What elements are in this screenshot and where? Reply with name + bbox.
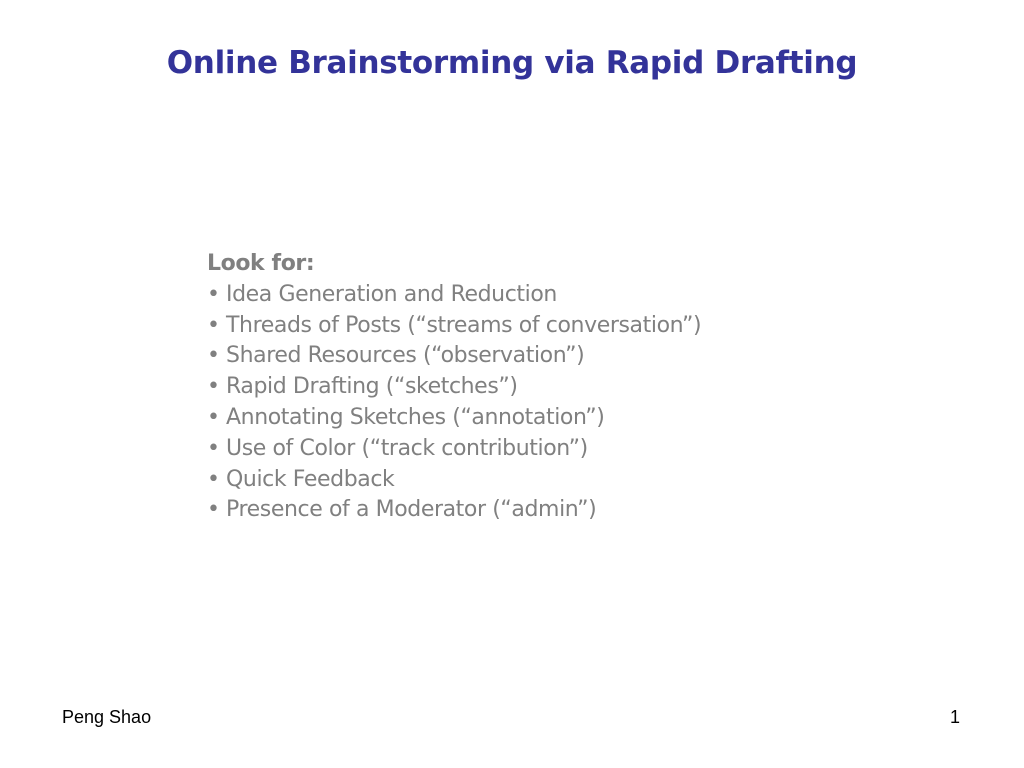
list-item (207, 341, 701, 372)
list-item (207, 434, 701, 465)
list-item-text: Annotating Sketches (“annotation”) (226, 404, 605, 430)
bullet-icon: • (207, 404, 220, 430)
bullet-icon: • (207, 343, 220, 369)
list-item-text: Rapid Drafting (“sketches”) (226, 374, 518, 400)
list-item-text: Idea Generation and Reduction (226, 281, 557, 307)
bullet-list (207, 280, 701, 526)
bullet-icon: • (207, 466, 220, 492)
list-item (207, 495, 701, 526)
list-item (207, 311, 701, 342)
list-item-text: Presence of a Moderator (“admin”) (226, 497, 597, 523)
list-item (207, 403, 701, 434)
list-item-text: Shared Resources (“observation”) (226, 343, 585, 369)
bullet-icon: • (207, 435, 220, 461)
list-item (207, 465, 701, 496)
slide-title: Online Brainstorming via Rapid Drafting (166, 45, 858, 81)
bullet-icon: • (207, 281, 220, 307)
list-item-text: Quick Feedback (226, 466, 395, 492)
footer-author: Peng Shao (62, 707, 152, 727)
list-item-text: Use of Color (“track contribution”) (226, 435, 588, 461)
bullet-icon: • (207, 497, 220, 523)
bullet-icon: • (207, 374, 220, 400)
page-number: 1 (949, 707, 960, 727)
list-item (207, 372, 701, 403)
list-item (207, 280, 701, 311)
list-heading: Look for: (207, 251, 315, 276)
slide-body (207, 249, 701, 526)
list-item-text: Threads of Posts (“streams of conversation”) (226, 312, 702, 338)
bullet-icon: • (207, 312, 220, 338)
